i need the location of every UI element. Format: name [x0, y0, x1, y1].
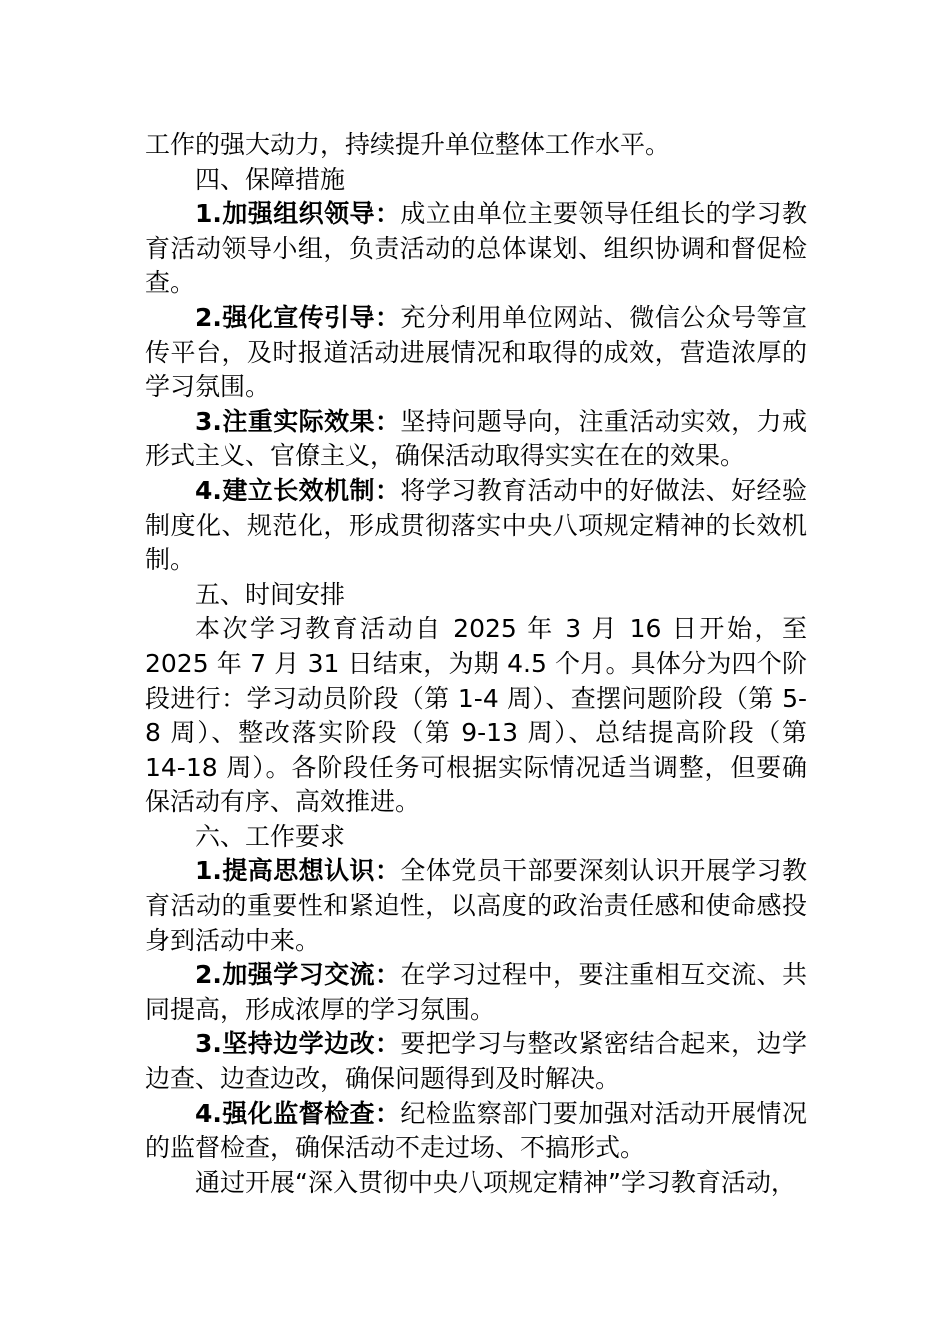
paragraph-text: 通过开展“深入贯彻中央八项规定精神”学习教育活动， — [195, 1167, 796, 1197]
list-item-label: 4.建立长效机制： — [195, 475, 401, 505]
list-item-text: 坚持问题导向，注重活动实效，力戒形式主义、官僚主义，确保活动取得实实在在的效果。 — [145, 406, 807, 471]
list-item-rectification — [145, 1027, 807, 1096]
paragraph-text: 本次学习教育活动自 2025 年 3 月 16 日开始，至 2025 年 7 月 31 日结束，为期 4.5 个月。具体分为四个阶段进行：学习动员阶段（第 1-4 周）、查摆问题阶段（第 5-8 周）、整改落实阶段（第 9-13 周）、总结提高阶段（第 14-18 周）。各阶段任务可根据实际情况适当调整，但要确保活动有序、高效推进。 — [145, 614, 807, 817]
section-heading-text: 六、工作要求 — [195, 821, 346, 851]
section-heading-requirements — [145, 820, 807, 855]
section-heading-text: 四、保障措施 — [195, 164, 346, 194]
paragraph-schedule — [145, 612, 807, 820]
section-heading-safeguards — [145, 163, 807, 198]
paragraph-text: 工作的强大动力，持续提升单位整体工作水平。 — [145, 130, 671, 159]
list-item-publicity — [145, 301, 807, 405]
list-item-text: 充分利用单位网站、微信公众号等宣传平台，及时报道活动进展情况和取得的成效，营造浓厚的学习氛围。 — [145, 302, 807, 402]
section-heading-schedule — [145, 578, 807, 613]
list-item-text: 要把学习与整改紧密结合起来，边学边查、边查边改，确保问题得到及时解决。 — [145, 1029, 807, 1094]
list-item-exchange — [145, 958, 807, 1027]
paragraph-conclusion — [145, 1166, 807, 1201]
list-item-text: 纪检监察部门要加强对活动开展情况的监督检查，确保活动不走过场、不搞形式。 — [145, 1098, 807, 1163]
paragraph-continuation — [145, 128, 807, 163]
list-item-text: 将学习教育活动中的好做法、好经验制度化、规范化，形成贯彻落实中央八项规定精神的长效机制。 — [145, 475, 807, 575]
list-item-text: 在学习过程中，要注重相互交流、共同提高，形成浓厚的学习氛围。 — [145, 960, 807, 1024]
document-body — [145, 128, 807, 1200]
list-item-label: 2.强化宣传引导： — [195, 302, 401, 332]
list-item-awareness — [145, 854, 807, 958]
list-item-text: 全体党员干部要深刻认识开展学习教育活动的重要性和紧迫性，以高度的政治责任感和使命感投身到活动中来。 — [145, 856, 807, 955]
list-item-label: 1.提高思想认识： — [195, 856, 401, 886]
list-item-label: 2.加强学习交流： — [195, 960, 401, 990]
list-item-label: 4.强化监督检查： — [195, 1098, 401, 1128]
list-item-text: 成立由单位主要领导任组长的学习教育活动领导小组，负责活动的总体谋划、组织协调和督促检查。 — [145, 199, 807, 298]
list-item-supervision — [145, 1097, 807, 1166]
list-item-label: 1.加强组织领导： — [195, 199, 401, 229]
section-heading-text: 五、时间安排 — [195, 579, 346, 609]
list-item-label: 3.注重实际效果： — [195, 406, 401, 436]
list-item-effect — [145, 405, 807, 474]
list-item-organization — [145, 197, 807, 301]
list-item-label: 3.坚持边学边改： — [195, 1029, 401, 1059]
list-item-mechanism — [145, 474, 807, 578]
